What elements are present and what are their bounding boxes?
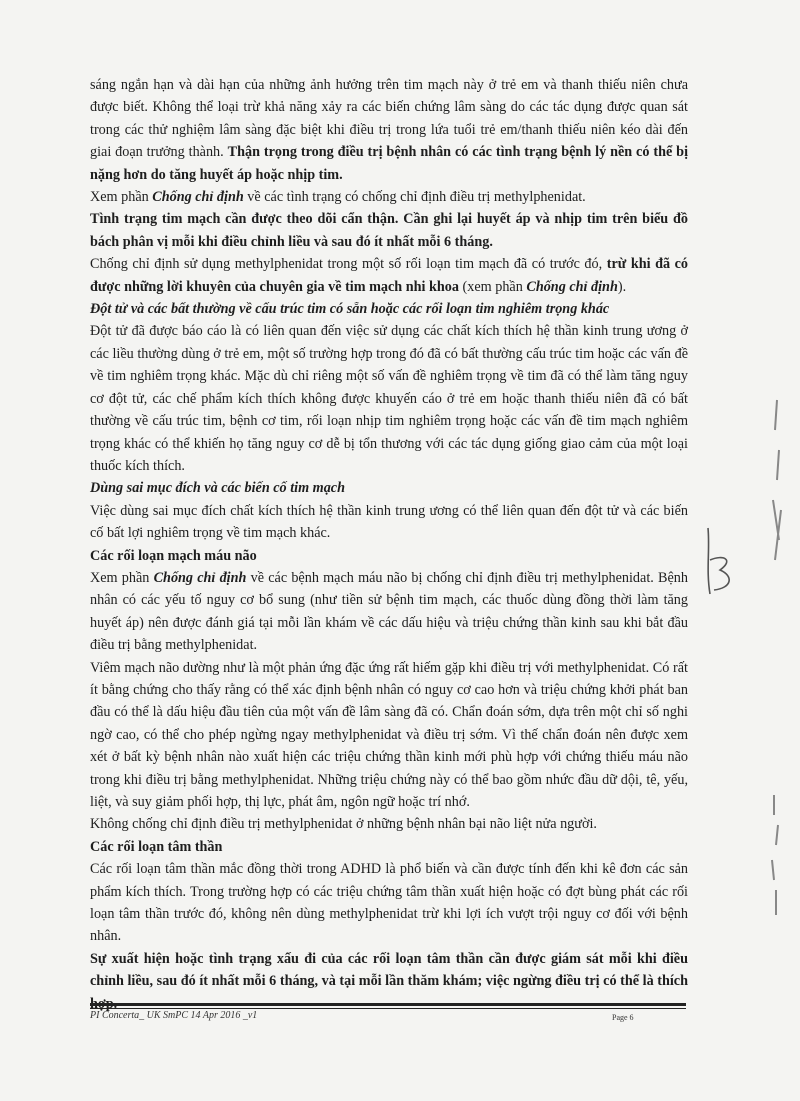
paragraph-hemiplegia: Không chống chỉ định điều trị methylphenidat ở những bệnh nhân bại não liệt nửa người.: [90, 816, 597, 833]
heading-cerebrovascular: Các rối loạn mạch máu não: [90, 547, 257, 564]
paragraph-monitoring: Tình trạng tim mạch cần được theo dõi cẩn thận. Cần ghi lại huyết áp và nhịp tim trên biểu đồ bách phân vị mỗi khi điều chỉnh liều và sau đó ít nhất mỗi 6 tháng.: [90, 211, 688, 250]
paragraph-contraindicated-use: Chống chỉ định sử dụng methylphenidat trong một số rối loạn tim mạch đã có trước đó, trừ khi đã có được những lời khuyên của chuyên gia về tim mạch nhi khoa (xem phần Chống chỉ định).: [90, 256, 689, 295]
footer-divider: [90, 1003, 686, 1009]
document-body: [90, 74, 688, 1015]
paragraph-psychiatric-monitoring: Sự xuất hiện hoặc tình trạng xấu đi của các rối loạn tâm thần cần được giám sát mỗi khi điều chỉnh liều, sau đó ít nhất mỗi 6 tháng, và tại mỗi lần thăm khám; việc ngừng điều trị có thể là thích hợp.: [90, 950, 688, 1012]
heading-sudden-death: Đột tử và các bất thường về cấu trúc tim có sẵn hoặc các rối loạn tim nghiêm trọng khác: [90, 301, 610, 318]
caution-statement: Thận trọng trong điều trị bệnh nhân có các tình trạng bệnh lý nền có thể bị nặng hơn do tăng huyết áp hoặc nhịp tim.: [90, 144, 689, 183]
footer-page-number: Page 6: [612, 1013, 634, 1022]
scan-artifact-bottom: [762, 790, 792, 920]
paragraph-sudden-death: Đột tử đã được báo cáo là có liên quan đến việc sử dụng các chất kích thích hệ thần kinh trung ương ở các liều thường dùng ở trẻ em, một số trường hợp trong đó đã có bất thường cấu trúc tim hoặc các vấn đề về tim nghiêm trọng khác. Mặc dù chỉ riêng một số vấn đề nghiêm trọng về tim đã có thể làm tăng nguy cơ đột tử, các chế phẩm kích thích không được khuyến cáo ở trẻ em hoặc thanh thiếu niên đã có bất thường về cấu trúc tim, bệnh cơ tim, rối loạn nhịp tim nghiêm trọng hoặc các vấn đề tim mạch nghiêm trọng khác có thể khiến họ tăng nguy cơ dễ bị tổn thương với các tác dụng giống giao cảm của một loại thuốc kích thích.: [90, 323, 688, 474]
paragraph-misuse: Việc dùng sai mục đích chất kích thích hệ thần kinh trung ương có thể liên quan đến đột tử và các biến cố bất lợi nghiêm trọng về tim mạch khác.: [90, 502, 688, 542]
heading-psychiatric: Các rối loạn tâm thần: [90, 838, 223, 855]
footer-document-id: PI Concerta_ UK SmPC 14 Apr 2016 _v1: [90, 1010, 258, 1021]
scan-artifact-top: [755, 390, 795, 570]
handwritten-mark: [690, 520, 750, 600]
paragraph-cerebrovascular: Xem phần Chống chỉ định về các bệnh mạch máu não bị chống chỉ định điều trị methylphenidat. Bệnh nhân có các yếu tố nguy cơ bổ sung (như tiền sử bệnh tim mạch, các thuốc dùng đồng thời làm tăng huyết áp) nên được đánh giá tại mỗi lần khám về các dấu hiệu và triệu chứng thần kinh sau khi bắt đầu điều trị bằng methylphenidat.: [90, 569, 688, 654]
heading-misuse: Dùng sai mục đích và các biến cố tim mạch: [90, 480, 345, 497]
paragraph-see-contraindications: Xem phần Chống chỉ định về các tình trạng có chống chỉ định điều trị methylphenidat.: [90, 189, 586, 206]
contraindications-reference: Chống chỉ định: [152, 189, 244, 206]
paragraph-psychiatric: Các rối loạn tâm thần mắc đồng thời trong ADHD là phổ biến và cần được tính đến khi kê đơn các sản phẩm kích thích. Trong trường hợp có các triệu chứng tâm thần xuất hiện hoặc có đợt bùng phát các rối loạn tâm thần trước đó, không nên dùng methylphenidat trừ khi lợi ích vượt trội nguy cơ đối với bệnh nhân.: [90, 861, 688, 945]
paragraph-cerebral-vasculitis: Viêm mạch não dường như là một phản ứng đặc ứng rất hiếm gặp khi điều trị với methylphenidat. Có rất ít bằng chứng cho thấy rằng có thể xác định bệnh nhân có nguy cơ cao hơn và triệu chứng khởi phát ban đầu có thể là dấu hiệu đầu tiên của một vấn đề lâm sàng đã có. Chẩn đoán sớm, dựa trên một chỉ số nghi ngờ cao, có thể cho phép ngừng ngay methylphenidat và điều trị sớm. Vì thế chẩn đoán nên được xem xét ở bất kỳ bệnh nhân nào xuất hiện các triệu chứng thần kinh mới phù hợp với chứng thiếu máu não trong khi điều trị bằng methylphenidat. Những triệu chứng này có thể bao gồm nhức đầu dữ dội, tê, yếu, liệt, và suy giảm phối hợp, thị lực, phát âm, ngôn ngữ hoặc trí nhớ.: [90, 659, 688, 810]
contraindications-reference: Chống chỉ định: [153, 569, 247, 586]
contraindications-reference: Chống chỉ định: [526, 278, 618, 295]
paragraph-cardiovascular-effects: sáng ngắn hạn và dài hạn của những ảnh hưởng trên tim mạch này ở trẻ em và thanh thiếu niên chưa được biết. Không thể loại trừ khả năng xảy ra các biến chứng lâm sàng do các tác dụng được quan sát trong các thử nghiệm lâm sàng đặc biệt khi điều trị trong lứa tuổi trẻ em/thanh thiếu niên kéo dài đến giai đoạn trưởng thành. Thận trọng trong điều trị bệnh nhân có các tình trạng bệnh lý nền có thể bị nặng hơn do tăng huyết áp hoặc nhịp tim.: [90, 77, 689, 183]
